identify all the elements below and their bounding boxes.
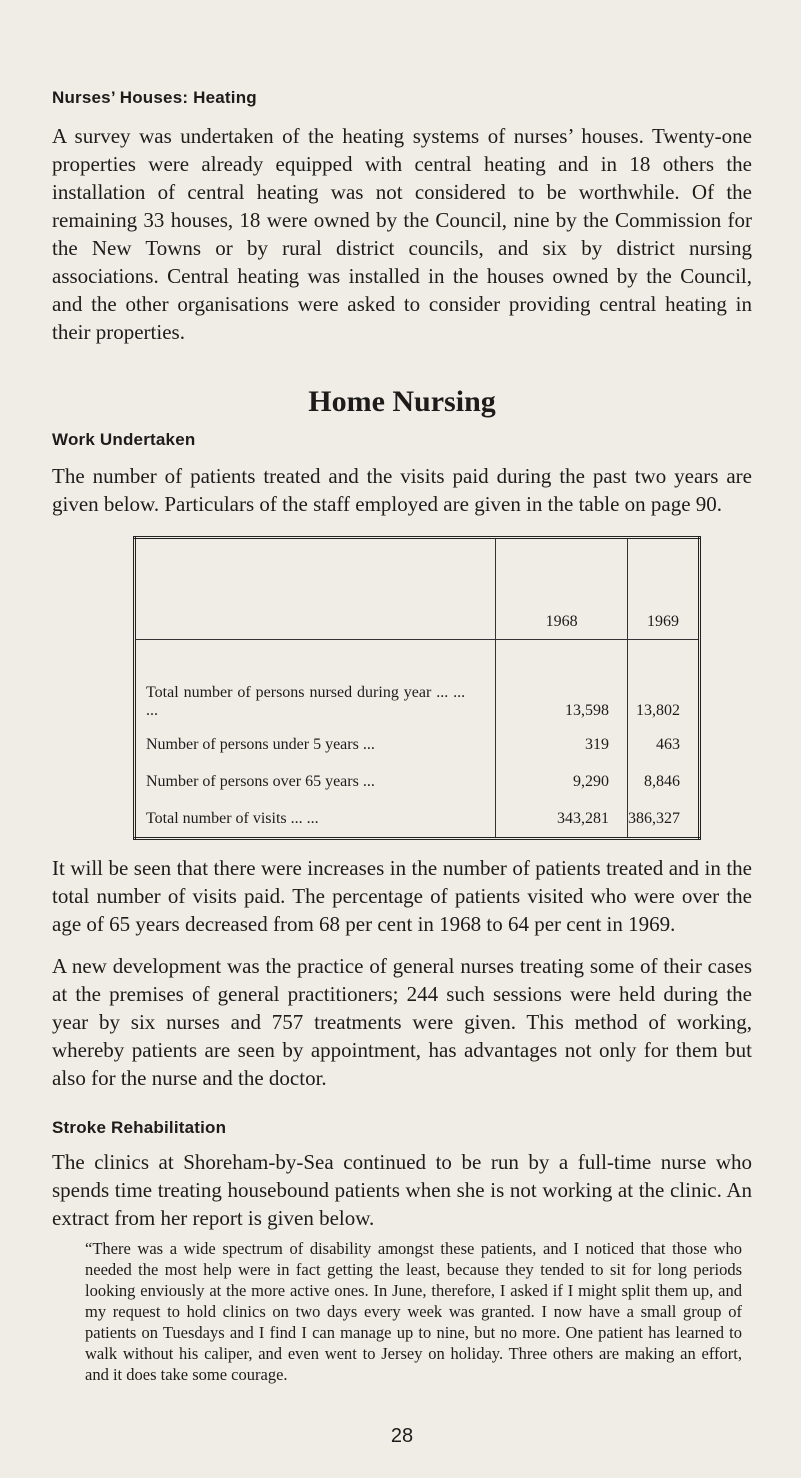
row-label: Total number of visits ... ... [135, 800, 496, 839]
cell-1968: 319 [496, 726, 628, 763]
table-row [135, 763, 700, 800]
page-title: Home Nursing [308, 385, 496, 418]
cell-1969: 8,846 [644, 772, 680, 790]
paragraph-clinics: The clinics at Shoreham-by-Sea continued to be run by a full-time nurse who spends time treating housebound patients when she is not working at the clinic. An extract from her report is given below. [52, 1150, 752, 1230]
section-heading-stroke-rehabilitation: Stroke Rehabilitation [52, 1118, 227, 1137]
paragraph-heating-survey: A survey was undertaken of the heating systems of nurses’ houses. Twenty-one properties were already equipped with central heating and in 18 others the installation of central heating was not considered to be worthwhile. Of the remaining 33 houses, 18 were owned by the Council, nine by the Commission for the New Towns or by rural district councils, and six by district nursing associations. Central heating was installed in the houses owned by the Council, and the other organisations were asked to consider providing central heating in their properties. [52, 124, 752, 344]
row-label: Total number of persons nursed during year ... ... ... [135, 640, 496, 727]
table-row [135, 800, 700, 839]
table-header-row [135, 538, 700, 640]
row-label: Number of persons over 65 years ... [135, 763, 496, 800]
cell-1969: 13,802 [636, 702, 680, 719]
row-label: Number of persons under 5 years ... [135, 726, 496, 763]
cell-1969: 463 [656, 735, 680, 753]
cell-1969: 386,327 [628, 809, 680, 827]
table-header-1969: 1969 [628, 538, 700, 640]
report-extract-quote: “There was a wide spectrum of disability amongst these patients, and I noticed that those who needed the most help were in fact getting the least, because they tended to sit for long periods looking enviously at the more active ones. In June, therefore, I asked if I might split them up, and my request to hold clinics on two days every week was granted. I now have a small group of patients on Tuesdays and I find I can manage up to nine, but no more. One patient has learned to walk without his caliper, and even went to Jersey on holiday. Three others are making an effort, and it does take some courage. [85, 1239, 742, 1384]
table-row [135, 640, 700, 727]
cell-1968: 343,281 [496, 800, 628, 839]
paragraph-work-intro: The number of patients treated and the visits paid during the past two years are given below. Particulars of the staff employed are given in the table on page 90. [52, 464, 752, 516]
paragraph-new-development: A new development was the practice of general nurses treating some of their cases at the premises of general practitioners; 244 such sessions were held during the year by six nurses and 757 treatments were given. This method of working, whereby patients are seen by appointment, has advantages not only for them but also for the nurse and the doctor. [52, 954, 752, 1090]
table-header-1968: 1968 [496, 538, 628, 640]
cell-1968: 9,290 [496, 763, 628, 800]
table-header-blank [135, 538, 496, 640]
section-heading-nurses-houses: Nurses’ Houses: Heating [52, 88, 257, 107]
paragraph-increases: It will be seen that there were increases in the number of patients treated and in the total number of visits paid. The percentage of patients visited who were over the age of 65 years decreased from 68 per cent in 1968 to 64 per cent in 1969. [52, 856, 752, 936]
table-row [135, 726, 700, 763]
section-heading-work-undertaken: Work Undertaken [52, 430, 196, 449]
cell-1968: 13,598 [496, 640, 628, 727]
page-number: 28 [390, 1425, 414, 1447]
home-nursing-table [133, 536, 701, 840]
